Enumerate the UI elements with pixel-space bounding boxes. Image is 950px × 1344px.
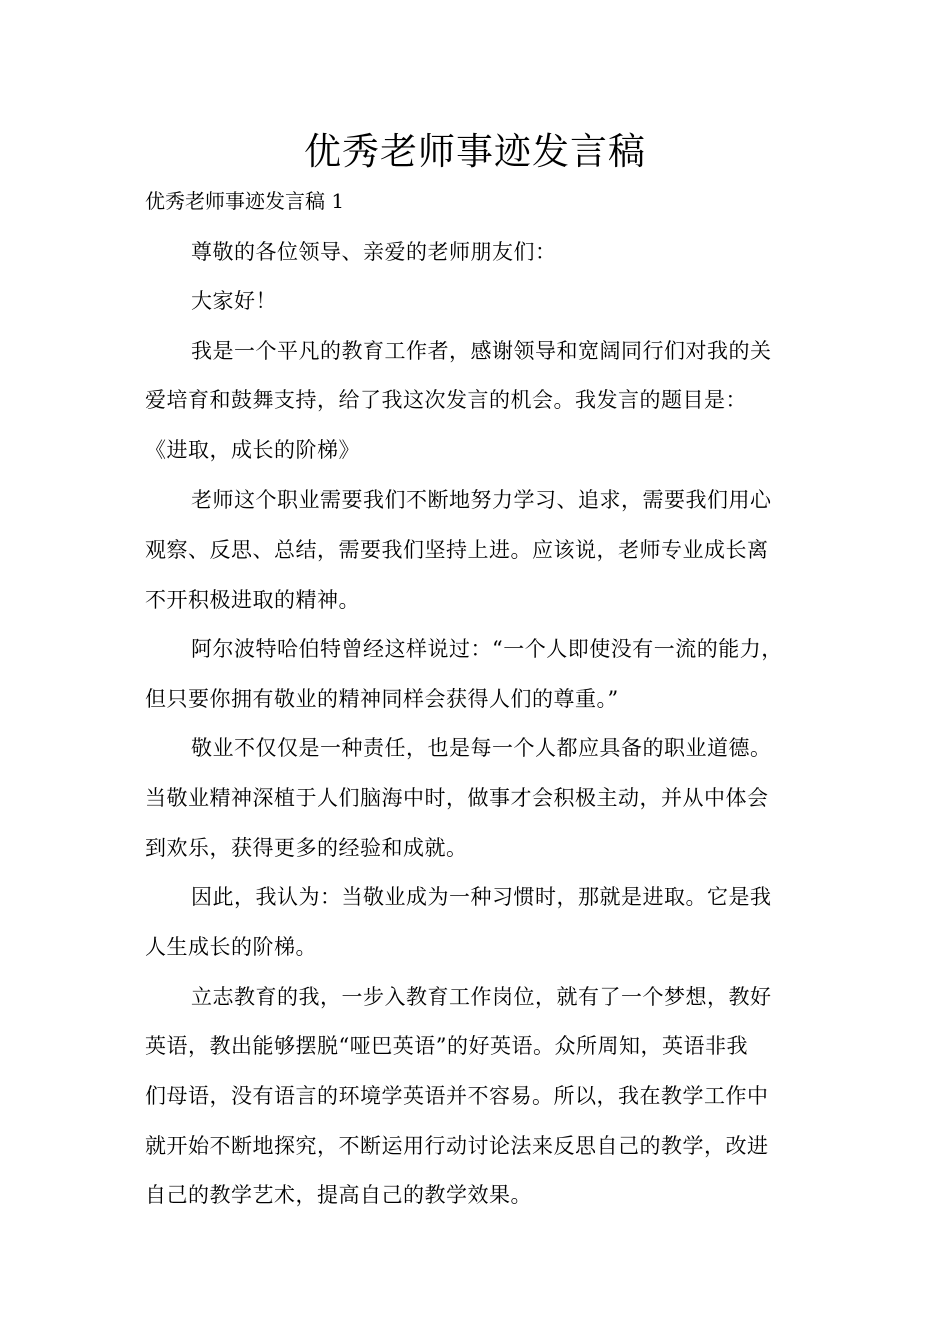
text-line: 就开始不断地探究，不断运用行动讨论法来反思自己的教学，改进: [145, 1134, 769, 1158]
text-line: 当敬业精神深植于人们脑海中时，做事才会积极主动，并从中体会: [145, 786, 769, 810]
text-line: 们母语，没有语言的环境学英语并不容易。所以，我在教学工作中: [145, 1084, 769, 1108]
text-line: 到欢乐，获得更多的经验和成就。: [145, 836, 468, 860]
text-line: 阿尔波特哈伯特曾经这样说过：“一个人即使没有一流的能力，: [191, 637, 783, 661]
text-line: 立志教育的我，一步入教育工作岗位，就有了一个梦想，教好: [191, 985, 772, 1009]
text-line: 不开积极进取的精神。: [145, 588, 360, 612]
text-line: 大家好！: [191, 289, 277, 313]
text-line: 《进取，成长的阶梯》: [145, 438, 360, 462]
document-subtitle: 优秀老师事迹发言稿 1: [145, 189, 345, 213]
text-line: 我是一个平凡的教育工作者，感谢领导和宽阔同行们对我的关: [191, 339, 772, 363]
text-line: 老师这个职业需要我们不断地努力学习、追求，需要我们用心: [191, 488, 772, 512]
text-line: 人生成长的阶梯。: [145, 935, 317, 959]
text-line: 但只要你拥有敬业的精神同样会获得人们的尊重。”: [145, 687, 619, 711]
text-line: 因此，我认为：当敬业成为一种习惯时，那就是进取。它是我: [191, 885, 772, 909]
text-line: 爱培育和鼓舞支持，给了我这次发言的机会。我发言的题目是：: [145, 388, 747, 412]
text-line: 英语，教出能够摆脱“哑巴英语”的好英语。众所周知，英语非我: [145, 1034, 748, 1058]
text-line: 自己的教学艺术，提高自己的教学效果。: [145, 1183, 532, 1207]
document-title: 优秀老师事迹发言稿: [304, 130, 646, 173]
text-line: 观察、反思、总结，需要我们坚持上进。应该说，老师专业成长离: [145, 538, 769, 562]
text-line: 敬业不仅仅是一种责任，也是每一个人都应具备的职业道德。: [191, 736, 772, 760]
text-line: 尊敬的各位领导、亲爱的老师朋友们：: [191, 240, 557, 264]
